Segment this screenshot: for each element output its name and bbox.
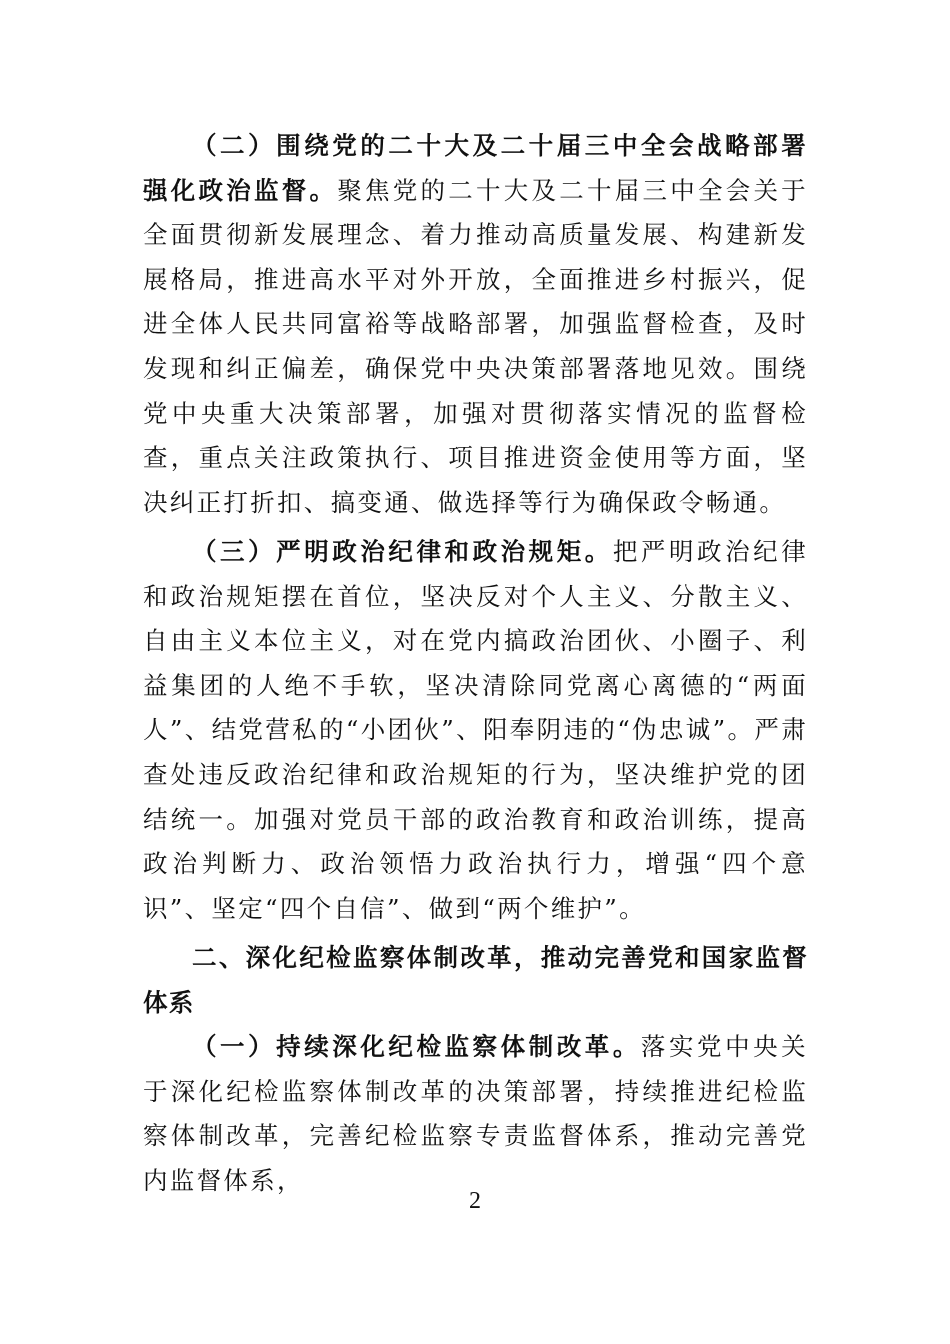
paragraph-system-reform (143, 1025, 808, 1203)
paragraph-lead: （三）严明政治纪律和政治规矩。 (192, 537, 613, 566)
text-block-middle (143, 530, 808, 931)
paragraph-lead: （二）围绕党的二十大及二十届三中全会战略部署强化政治监督。 (143, 131, 808, 205)
text-block-upper (143, 124, 808, 525)
paragraph-political-discipline (143, 530, 808, 931)
paragraph-body: 把严明政治纪律和政治规矩摆在首位，坚决反对个人主义、分散主义、自由主义本位主义，对在党内搞政治团伙、小圈子、利益集团的人绝不手软，坚决清除同党离心离德的“两面人”、结党营私的“小团伙”、阳奉阴违的“伪忠诚”。严肃查处违反政治纪律和政治规矩的行为，坚决维护党的团结统一。加强对党员干部的政治教育和政治训练，提高政治判断力、政治领悟力政治执行力，增强“四个意识”、坚定“四个自信”、做到“两个维护”。 (143, 537, 808, 923)
paragraph-body: 聚焦党的二十大及二十届三中全会关于全面贯彻新发展理念、着力推动高质量发展、构建新发展格局，推进高水平对外开放，全面推进乡村振兴，促进全体人民共同富裕等战略部署，加强监督检查，及时发现和纠正偏差，确保党中央决策部署落地见效。围绕党中央重大决策部署，加强对贯彻落实情况的监督检查，重点关注政策执行、项目推进资金使用等方面，坚决纠正打折扣、搞变通、做选择等行为确保政令畅通。 (143, 175, 808, 517)
page-number: 2 (469, 1188, 481, 1214)
paragraph-body: 落实党中央关于深化纪检监察体制改革的决策部署，持续推进纪检监察体制改革，完善纪检监察专责监督体系，推动完善党内监督体系， (143, 1032, 808, 1195)
paragraph-lead: （一）持续深化纪检监察体制改革。 (192, 1032, 641, 1061)
section-heading: 二、深化纪检监察体制改革，推动完善党和国家监督体系 (143, 943, 808, 1017)
text-block-final (143, 1025, 808, 1203)
text-block-lower (143, 936, 808, 1025)
paragraph-political-supervision (143, 124, 808, 525)
